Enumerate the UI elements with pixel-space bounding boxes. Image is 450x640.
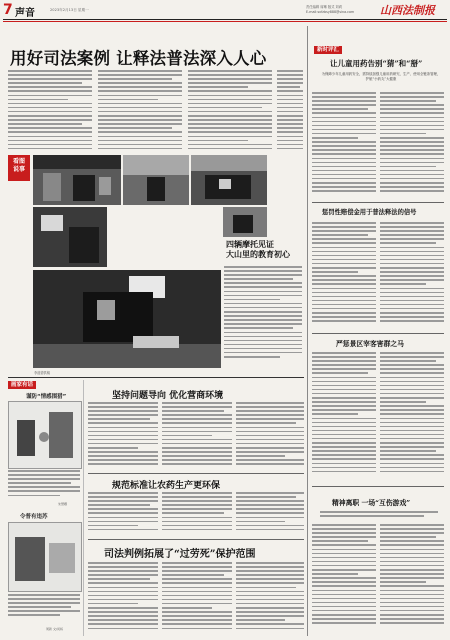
right-article-3-col2 [380, 352, 444, 482]
right-article-2-title: 惩罚性赔偿金用于普法释法的信号 [322, 209, 417, 216]
article-insist-col1 [88, 402, 158, 470]
cartoon-2-title: 令普有违苏 [20, 514, 48, 520]
story-photo-4 [33, 207, 107, 267]
divider-photo-story [8, 377, 304, 378]
divider-left-column [83, 380, 84, 636]
right-article-1-subtitle: 为保障少年儿童用药安全，需持续加强儿童用药研究、生产、使用全链条管理，护航“小药丸”大健康 [321, 72, 441, 81]
main-article-col4 [277, 70, 303, 152]
right-article-4-intro [320, 511, 438, 521]
cartoon-section-badge: 画家有话 [8, 381, 36, 389]
cartoon-1-caption [8, 470, 80, 502]
story-photo-1 [33, 155, 121, 205]
article-judicial-col3 [236, 562, 304, 634]
article-insist-col2 [162, 402, 232, 470]
editor-line: 责任编辑 席琳 版式 刘莉 [306, 5, 343, 9]
cartoon-2-image [8, 522, 82, 592]
cartoon-1-image [8, 401, 82, 469]
article-judicial-col2 [162, 562, 232, 634]
divider-r2 [312, 333, 444, 334]
story-photo-5 [223, 207, 267, 237]
masthead-decoration [3, 21, 447, 22]
section-name: 声音 [15, 8, 35, 19]
editor-email: E-mail:sxfzbsy888@sina.com [306, 10, 355, 14]
article-insist-title: 坚持问题导向 优化营商环境 [112, 391, 224, 401]
main-article-col1 [8, 70, 92, 152]
issue-date: 2023年2月13日 星期一 [50, 8, 89, 12]
story-photo-main [33, 270, 221, 368]
main-headline: 用好司法案例 让释法普法深入人心 [10, 49, 267, 68]
photo-story-byline: 李道德供稿 [34, 371, 50, 375]
paper-logo: 山西法制报 [380, 4, 435, 17]
right-article-3-col1 [312, 352, 376, 482]
main-article-col2 [98, 70, 182, 152]
right-article-3-title: 严惩景区宰客害群之马 [336, 340, 404, 348]
right-article-2-col2 [380, 222, 444, 330]
page-number: 7 [3, 2, 13, 18]
article-insist-col3 [236, 402, 304, 470]
right-article-2-col1 [312, 222, 376, 330]
right-article-4-col2 [380, 524, 444, 634]
photo-story-title: 四辆摩托见证 大山里的教育初心 [226, 240, 290, 259]
story-photo-2 [123, 155, 189, 205]
cartoon-1-title: 谨防“情感围猎” [26, 394, 67, 400]
right-article-4-col1 [312, 524, 376, 634]
article-standardize-title: 规范标准让农药生产更环保 [112, 481, 221, 491]
divider-right-column [307, 26, 308, 636]
right-article-1-title: 让儿童用药告别“猜”和“掰” [330, 59, 423, 68]
cartoon-1-author: 朱慧卿 [58, 502, 68, 506]
article-standardize-col2 [162, 492, 232, 536]
masthead-rule [3, 19, 447, 20]
article-standardize-col1 [88, 492, 158, 536]
right-article-4-title: 精神离职 一场“互伤游戏” [332, 499, 411, 507]
divider-r1 [312, 202, 444, 203]
divider-standardize [88, 539, 304, 540]
story-photo-3 [191, 155, 267, 205]
right-article-1-col2 [380, 92, 444, 200]
cartoon-2-author: 周新 文/何杨 [46, 627, 63, 631]
article-standardize-col3 [236, 492, 304, 536]
main-article-col3 [188, 70, 272, 152]
masthead [0, 0, 450, 20]
article-judicial-title: 司法判例拓展了“过劳死”保护范围 [104, 549, 256, 560]
right-article-1-col1 [312, 92, 376, 200]
divider-insist [88, 473, 304, 474]
cartoon-2-caption [8, 594, 80, 624]
divider-r3 [312, 486, 444, 487]
photo-story-badge: 看图 说事 [8, 155, 30, 181]
right-section-badge: 新时评汇 [314, 46, 342, 54]
article-judicial-col1 [88, 562, 158, 634]
photo-story-caption [224, 266, 302, 366]
